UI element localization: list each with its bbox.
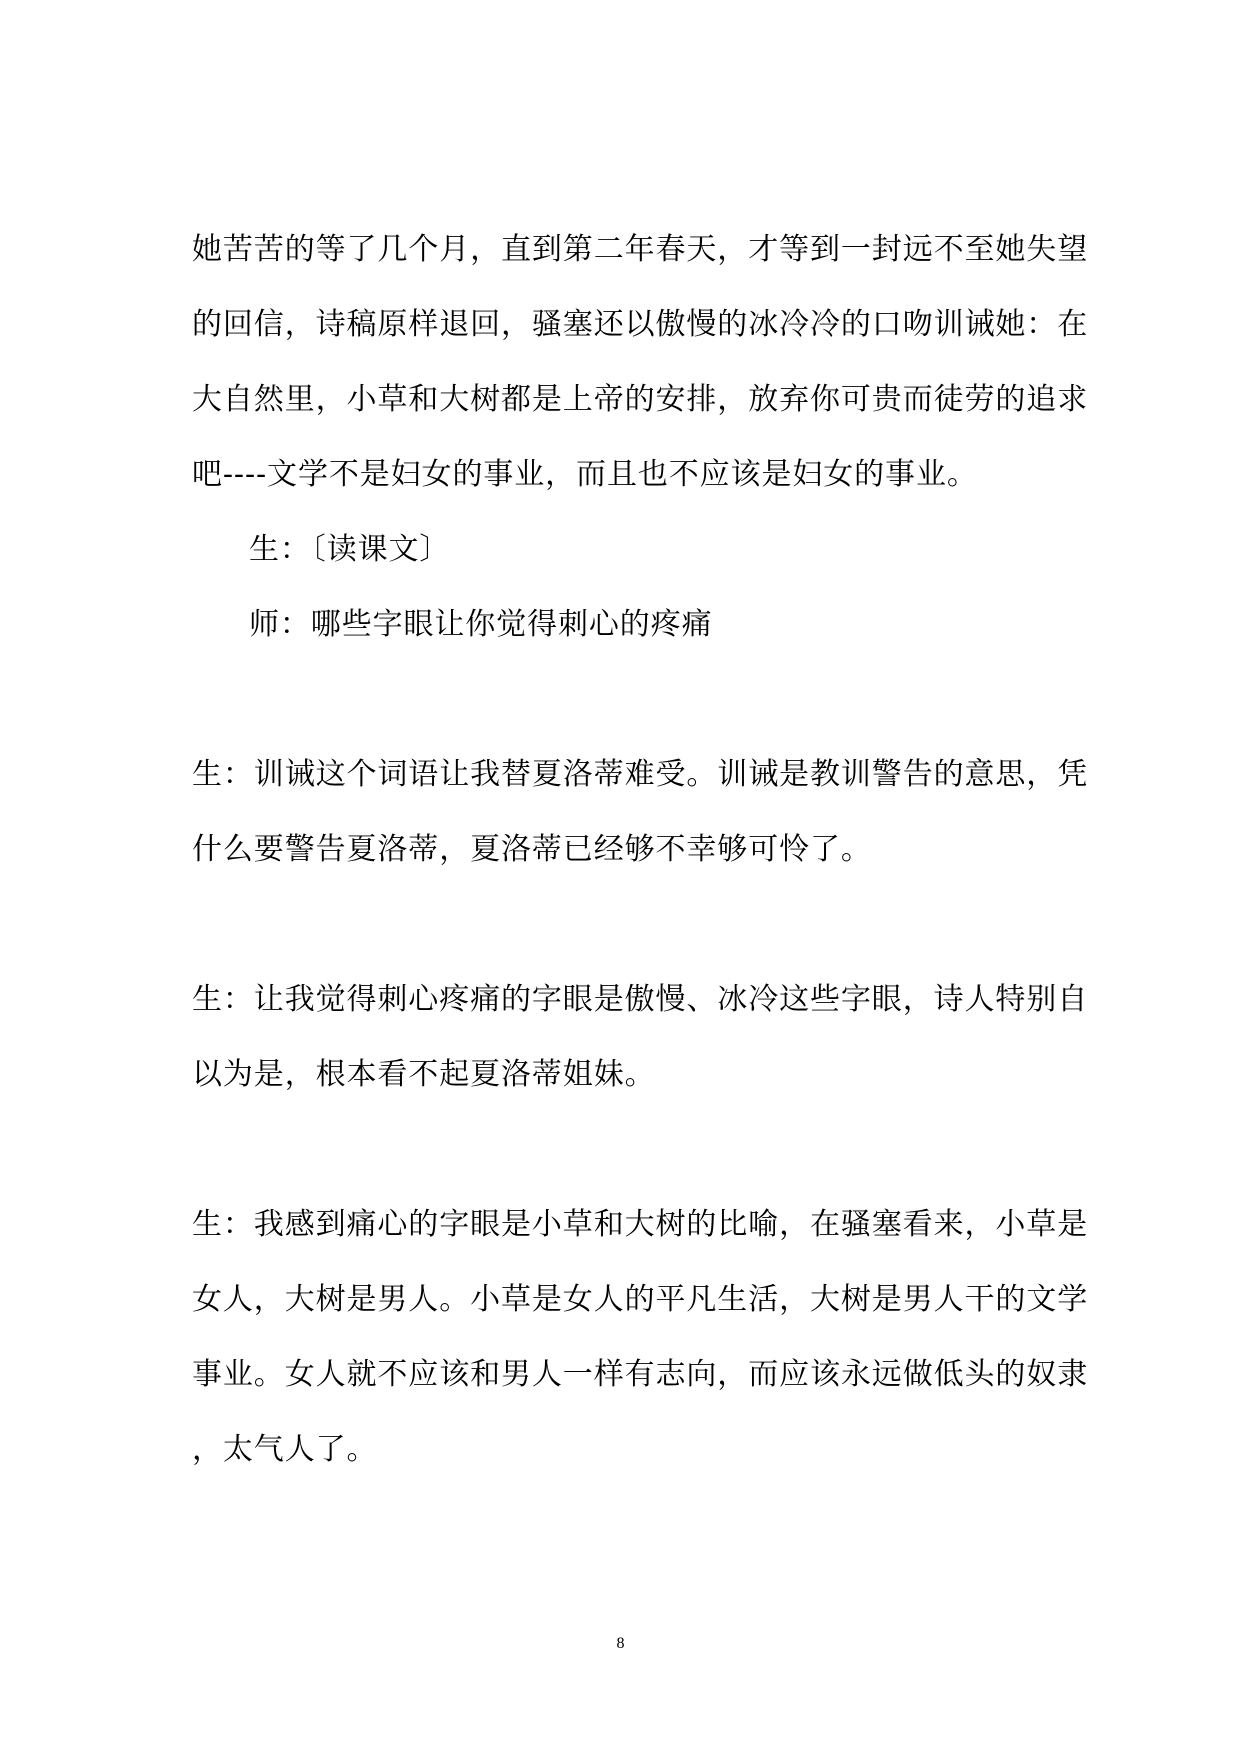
paragraph-4-line-2: 什么要警告夏洛蒂，夏洛蒂已经够不幸够可怜了。 [192,832,872,867]
teacher-question-line: 师：哪些字眼让你觉得刺心的疼痛 [249,607,713,642]
paragraph-1-line-2: 的回信，诗稿原样退回，骚塞还以傲慢的冰冷冷的口吻训诫她：在 [192,307,1089,342]
paragraph-5-line-1: 生：让我觉得刺心疼痛的字眼是傲慢、冰冷这些字眼，诗人特别自 [192,982,1089,1017]
paragraph-1-line-3: 大自然里，小草和大树都是上帝的安排，放弃你可贵而徒劳的追求 [192,382,1089,417]
student-read-line: 生：〔读课文〕 [249,532,451,567]
paragraph-4-line-1: 生：训诫这个词语让我替夏洛蒂难受。训诫是教训警告的意思，凭 [192,757,1089,792]
paragraph-6-line-3: 事业。女人就不应该和男人一样有志向，而应该永远做低头的奴隶 [192,1357,1089,1392]
paragraph-1-line-4: 吧----文学不是妇女的事业，而且也不应该是妇女的事业。 [192,457,978,492]
paragraph-6-line-4: ，太气人了。 [192,1432,378,1467]
page-number: 8 [616,1635,625,1652]
paragraph-6-line-1: 生：我感到痛心的字眼是小草和大树的比喻，在骚塞看来，小草是 [192,1207,1089,1242]
paragraph-1-line-1: 她苦苦的等了几个月，直到第二年春天，才等到一封远不至她失望 [192,232,1089,267]
paragraph-5-line-2: 以为是，根本看不起夏洛蒂姐妹。 [192,1057,656,1092]
paragraph-6-line-2: 女人，大树是男人。小草是女人的平凡生活，大树是男人干的文学 [192,1282,1089,1317]
